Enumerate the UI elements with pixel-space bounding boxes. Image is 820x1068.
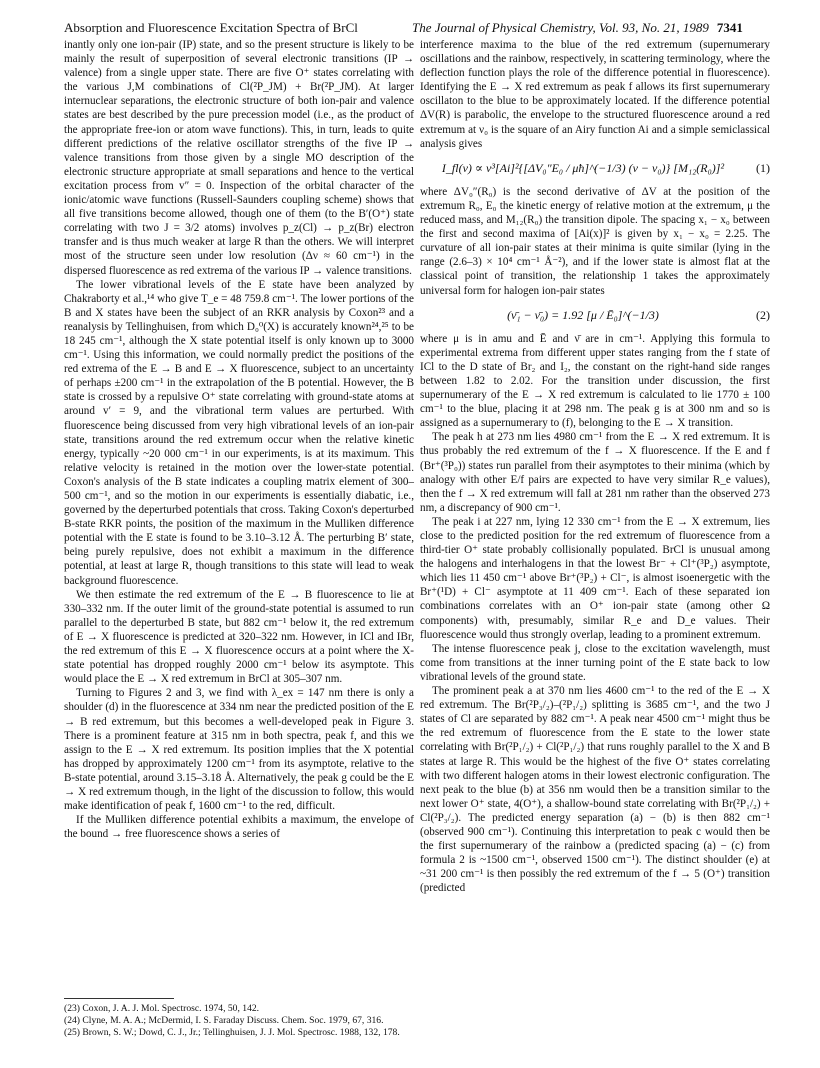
left-paragraph-3: We then estimate the red extremum of the E → B fluorescence to lie at 330–332 nm. If the outer limit of the ground-state potential is assumed to run parallel to the deperturbed B state, but 882 cm⁻¹ below it, the red extremum of E → X fluorescence is predicted at 320–322 nm. However, in ICl and IBr, the red extremum of this E → X fluorescence occurs at a point where the X-state potential has dropped roughly 2000 cm⁻¹ below its asymptote. This would place the E → X red extremum in BrCl at 305–307 nm. — [64, 588, 414, 686]
journal-header — [412, 20, 743, 36]
equation-2 — [420, 308, 770, 322]
footnote-rule — [64, 998, 174, 999]
reference-24: (24) Clyne, M. A. A.; McDermid, I. S. Faraday Discuss. Chem. Soc. 1979, 67, 316. — [64, 1015, 384, 1026]
equation-1 — [420, 161, 770, 175]
running-title: Absorption and Fluorescence Excitation Spectra of BrCl — [64, 20, 358, 35]
right-paragraph-7: The prominent peak a at 370 nm lies 4600 cm⁻¹ to the red of the E → X red extremum. The Br(²P₃/₂)–(²P₁/₂) splitting is 3685 cm⁻¹, and the two J states of Cl are separated by 882 cm⁻¹. A peak near 4500 cm⁻¹ might thus be the red extremum of fluorescence from the E state to the lower state correlating with Br(²P₁/₂) + Cl(²P₁/₂) that runs roughly parallel to the X and B states at large R. This would be the highest of the five O⁺ states correlating with two different halogen atoms in their lowest electronic configuration. The next peak to the blue (b) at 356 nm would then be a transition similar to the next lower O⁺ state, 4(O⁺), a shallow-bound state correlating with Br(²P₁/₂) + Cl(²P₃/₂). The predicted energy separation (a) − (b) is then 882 cm⁻¹ (observed 900 cm⁻¹). Continuing this interpretation to peak c would then be the first supernumerary of the rainbow a (predicted spacing (a) − (c) from formula 2 is ~1500 cm⁻¹, observed 1500 cm⁻¹). The distinct shoulder (e) at ~31 200 cm⁻¹ is then possibly the red extremum of the f → 5 (O⁺) transition (predicted — [420, 685, 770, 895]
left-paragraph-5: If the Mulliken difference potential exhibits a maximum, the envelope of the bound → free fluorescence shows a series of — [64, 814, 414, 841]
right-paragraph-3: where μ is in amu and Ē and ν̄ are in cm⁻¹. Applying this formula to experimental extrema from different upper states ranging from the f state of ICl to the D state of Br₂ and I₂, the constant on the right-hand side ranges between 1.82 to 2.02. For the transition under discussion, the first supernumerary of the E → X red extremum is calculated to lie 1770 ± 100 cm⁻¹ to the blue, placing it at 298 nm. The peak g is at 300 nm and so is assigned as a supernumerary to (f), belonging to the E → X transition. — [420, 332, 770, 430]
reference-23: (23) Coxon, J. A. J. Mol. Spectrosc. 1974, 50, 142. — [64, 1003, 260, 1014]
references-footnotes — [64, 998, 414, 1039]
right-paragraph-2: where ΔV₀″(R₀) is the second derivative of ΔV at the position of the extremum R₀, E₀ the kinetic energy of relative motion at the extremum, μ the reduced mass, and M₁₂(R₀) the transition dipole. The spacing x₁ − x₀ between the first and second maxima of [Ai(x)]² is given by x₁ − x₀ = 2.25. The curvature of all ion-pair states at their minima is quite similar (lying in the range (2.6–3) × 10⁴ cm⁻¹ Å⁻²), and if the lower state is almost flat at the classical point of transition, the relationship 1 takes the approximately universal form for halogen ion-pair states — [420, 185, 770, 297]
right-column — [420, 38, 770, 895]
left-paragraph-4: Turning to Figures 2 and 3, we find with λ_ex = 147 nm there is only a shoulder (d) in the fluorescence at 334 nm near the predicted position of the E → B red extremum, but this becomes a well-developed peak in Figure 3. There is a prominent feature at 315 nm in both spectra, peak f, and this we assign to the E → X red extremum. Its position implies that the X potential has dropped by approximately 1200 cm⁻¹ from its asymptote, relative to the B-state potential, around 3.15–3.18 Å. Alternatively, the peak g could be the E → X red extremum though, in the light of the discussion to follow, this would make identification of peak f, 1600 cm⁻¹ to the red, difficult. — [64, 687, 414, 813]
equation-2-number: (2) — [756, 307, 770, 322]
right-paragraph-4: The peak h at 273 nm lies 4980 cm⁻¹ from the E → X red extremum. It is thus probably the red extremum of the f → X fluorescence. If the E and f (Br⁺(³P₀)) states run parallel from their asymptotes to their minima (which by analogy with other E/f pairs are expected to have very similar R_e values), then the f → X red extremum will fall at 281 nm rather than the observed 273 nm, a discrepancy of 900 cm⁻¹. — [420, 431, 770, 514]
left-paragraph-2: The lower vibrational levels of the E state have been analyzed by Chakraborty et al.,¹⁴ who give T_e = 48 759.8 cm⁻¹. The lower portions of the B and X states have been the subject of an RKR analysis by Coxon²³ and a reanalysis by Tellinghuisen, from which D₀⁰(X) is accurately known²⁴,²⁵ to be 18 245 cm⁻¹, although the X state potential itself is only known up to 3000 cm⁻¹. Using this information, we could normally predict the positions of the red extrema of the E → B and E → X fluorescence, subject to an uncertainty of perhaps ±200 cm⁻¹ in the extrapolation of the B potential. However, the B state is crossed by a repulsive O⁺ state correlating with ground-state atoms at around v′ = 9, and the vibrational term values are perturbed. With fluorescence being discussed from very high vibrational levels of an ion-pair state, transitions around the red extremum occur when the relative kinetic energy, typically ~20 000 cm⁻¹ in our experiments, is at its maximum. This relative velocity is retained in the motion over the lower-state potential. Coxon's analysis of the B state indicates a coupling matrix element of 300–500 cm⁻¹, and so the motion in our experiments is essentially diabatic, i.e., governed by the deperturbed potentials that cross. Taking Coxon's deperturbed B-state RKR points, the position of the maximum in the Mulliken difference potential with the E state is found to be 3.10–3.12 Å. The perturbing B′ state, being purely repulsive, does not exhibit a maximum in the difference potential, at least at large R, though transitions to this state will lead to weak background fluorescence. — [64, 278, 415, 587]
left-column — [64, 38, 414, 841]
journal-citation: The Journal of Physical Chemistry, Vol. 93, No. 21, 1989 — [412, 20, 709, 35]
right-paragraph-1: interference maxima to the blue of the red extremum (supernumerary oscillations and the rainbow, respectively, in scattering terminology, where the deflection function plays the role of the difference potential in fluorescence). Identifying the E → X red extremum as peak f allows its first supernumerary oscillaton to the blue to be approximately located. If the difference potential ΔV(R) is parabolic, the envelope to the structured fluorescence around a red extremum at ν₀ is the square of an Airy function Ai and a simple semiclassical analysis gives — [420, 39, 770, 150]
right-paragraph-6: The intense fluorescence peak j, close to the excitation wavelength, must come from transitions at the inner turning point of the E state back to low vibrational levels of the ground state. — [420, 642, 770, 683]
page-number: 7341 — [716, 20, 743, 35]
reference-25: (25) Brown, S. W.; Dowd, C. J., Jr.; Tellinghuisen, J. J. Mol. Spectrosc. 1988, 132, 178. — [64, 1027, 400, 1038]
left-paragraph-1: inantly only one ion-pair (IP) state, and so the present structure is likely to be mainly the result of superposition of several electronic transitions (IP → valence) from a single upper state. There are five O⁺ states correlating with the various J,M combinations of Cl(²P_JM) + Br(²P_JM). At larger internuclear separations, the electronic structure of both ion-pair and valence states are best described by the pure precession model (i.e., as the product of the appropriate free-ion or atom wave functions). This, in turn, leads to quite different predictions of the relative oscillator strengths of the five IP → valence transitions from those given by a single MO description of the electronic structure appropriate at small separations and hence to the vertical excitation process from v″ = 0. Inspection of the orbital character of the ionic/atomic wave functions (Russell-Saunders coupling scheme) shows that all five transitions become allowed, though one of them (to the B′(O⁺) state correlating with two J = 3/2 atoms) involves p_z(Cl) → p_z(Br) electron transfer and is thus much weaker at large R than the others. We will interpret most of the structure seen under low resolution (Δν ≈ 60 cm⁻¹) in the dispersed fluorescence as red extrema of the various IP → valence transitions. — [64, 39, 414, 277]
right-paragraph-5: The peak i at 227 nm, lying 12 330 cm⁻¹ from the E → X extremum, lies close to the predicted position for the red extremum of fluorescence from a third-tier O⁺ state probably collisionally populated. BrCl is unusual among the halogens and interhalogens in that the lowest Br⁻ + Cl⁺(³P₂) asymptote, which lies 11 450 cm⁻¹ above Br⁺(³P₂) + Cl⁻, is almost isoenergetic with the Br⁺(¹D) + Cl⁻ asymptote at 11 409 cm⁻¹. Each of these separated ion combinations correlates with an O⁺ ion-pair state (among other Ω components) with, presumably, similar R_e and D_e values. Their fluorescence would thus strongly overlap, leading to a prominent extremum. — [420, 515, 770, 641]
equation-1-body: I_fl(ν) ∝ ν³[Ai]²{[ΔV₀″E₀ / μħ]^(−1/3) (ν − ν₀)} [M₁₂(R₀)]² — [441, 160, 725, 175]
equation-1-number: (1) — [756, 160, 770, 175]
equation-2-body: (ν̄₁ − ν̄₀) = 1.92 [μ / Ē₀]^(−1/3) — [507, 307, 659, 322]
